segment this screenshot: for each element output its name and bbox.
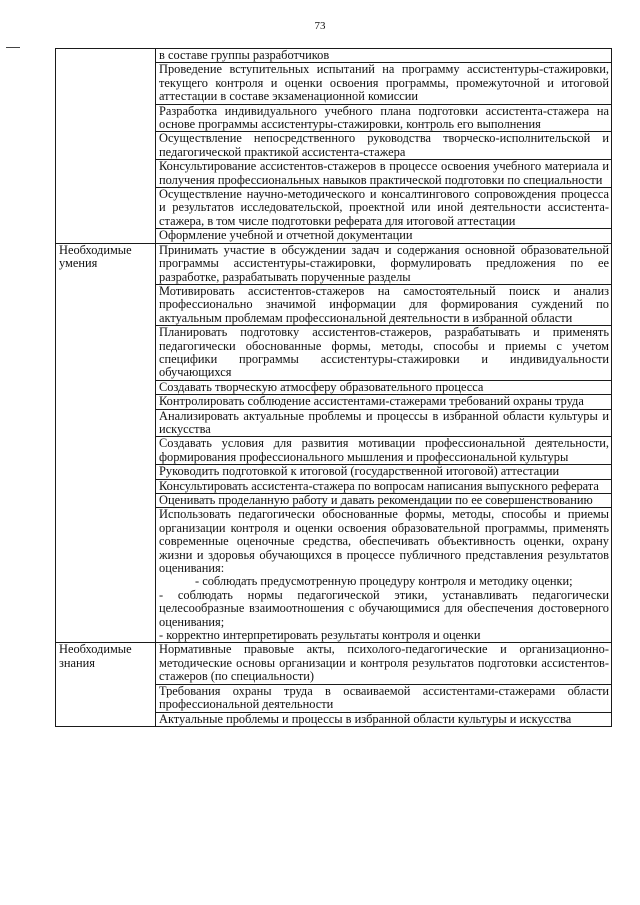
assessment-bullet: - соблюдать нормы педагогической этики, устанавливать педагогически целесообразные взаимоотношения с обучающимися для обеспечения достоверного оценивания; <box>159 587 609 629</box>
table-cell: Создавать творческую атмосферу образовательного процесса <box>156 380 612 394</box>
table-row <box>56 49 612 63</box>
table-cell: Требования охраны труда в осваиваемой ассистентами-стажерами области профессиональной деятельности <box>156 684 612 712</box>
knowledge-label: Необходимые знания <box>56 643 156 726</box>
table-cell: в составе группы разработчиков <box>156 49 612 63</box>
table-cell: Консультировать ассистента-стажера по вопросам написания выпускного реферата <box>156 479 612 493</box>
table-cell: Анализировать актуальные проблемы и процессы в избранной области культуры и искусства <box>156 409 612 437</box>
table-cell: Разработка индивидуального учебного плана подготовки ассистента-стажера на основе программы ассистентуры-стажировки, контроль его выполнения <box>156 104 612 132</box>
table-cell: Контролировать соблюдение ассистентами-стажерами требований охраны труда <box>156 395 612 409</box>
table-cell: Принимать участие в обсуждении задач и содержания основной образовательной программы ассистентуры-стажировки, формулировать предложения по ее разработке, разрабатывать порученные разделы <box>156 243 612 284</box>
page-number: 73 <box>314 20 326 32</box>
skills-label: Необходимые умения <box>56 243 156 643</box>
table-cell-assessment <box>156 508 612 643</box>
table-cell: Актуальные проблемы и процессы в избранной области культуры и искусства <box>156 712 612 726</box>
label-cell-empty <box>56 49 156 244</box>
table-cell: Оценивать проделанную работу и давать рекомендации по ее совершенствованию <box>156 494 612 508</box>
competency-table <box>55 48 612 727</box>
table-cell: Консультирование ассистентов-стажеров в процессе освоения учебного материала и получения профессиональных навыков практической подготовки по специальности <box>156 160 612 188</box>
table-cell: Мотивировать ассистентов-стажеров на самостоятельный поиск и анализ профессионально значимой информации для формирования суждений по актуальным проблемам профессиональной деятельности в избранной области <box>156 284 612 325</box>
table-cell: Осуществление научно-методического и консалтингового сопровождения процесса и результатов исследовательской, проектной или иной деятельности ассистента-стажера, в том числе подготовки реферата для итоговой аттестации <box>156 188 612 229</box>
table-cell: Руководить подготовкой к итоговой (государственной итоговой) аттестации <box>156 465 612 479</box>
table-cell: Планировать подготовку ассистентов-стажеров, разрабатывать и применять педагогически обоснованные формы, методы, способы и приемы с учетом специфики программы ассистентуры-стажировки и индивидуальности обучающихся <box>156 326 612 381</box>
margin-mark <box>6 47 20 48</box>
table-row <box>56 243 612 284</box>
table-cell: Осуществление непосредственного руководства творческо-исполнительской и педагогической практикой ассистента-стажера <box>156 132 612 160</box>
assessment-bullet: - корректно интерпретировать результаты контроля и оценки <box>159 628 481 643</box>
table-cell: Проведение вступительных испытаний на программу ассистентуры-стажировки, текущего контроля и оценки освоения программы, промежуточной и итоговой аттестации в составе экзаменационной комиссии <box>156 63 612 104</box>
table-cell: Оформление учебной и отчетной документации <box>156 229 612 243</box>
table-row <box>56 643 612 684</box>
assessment-bullet: - соблюдать предусмотренную процедуру контроля и методику оценки; <box>195 574 573 589</box>
assessment-intro: Использовать педагогически обоснованные формы, методы, способы и приемы организации контроля и оценки освоения образовательной программы, применять современные оценочные средства, обеспечивать объективность оценки, охрану жизни и здоровья обучающихся в процессе публичного представления результатов оценивания: <box>159 507 609 576</box>
table-cell: Создавать условия для развития мотивации профессиональной деятельности, формирования профессионального мышления и профессиональной культуры <box>156 437 612 465</box>
table-cell: Нормативные правовые акты, психолого-педагогические и организационно-методические основы организации и контроля результатов подготовки ассистентов-стажеров (по специальности) <box>156 643 612 684</box>
